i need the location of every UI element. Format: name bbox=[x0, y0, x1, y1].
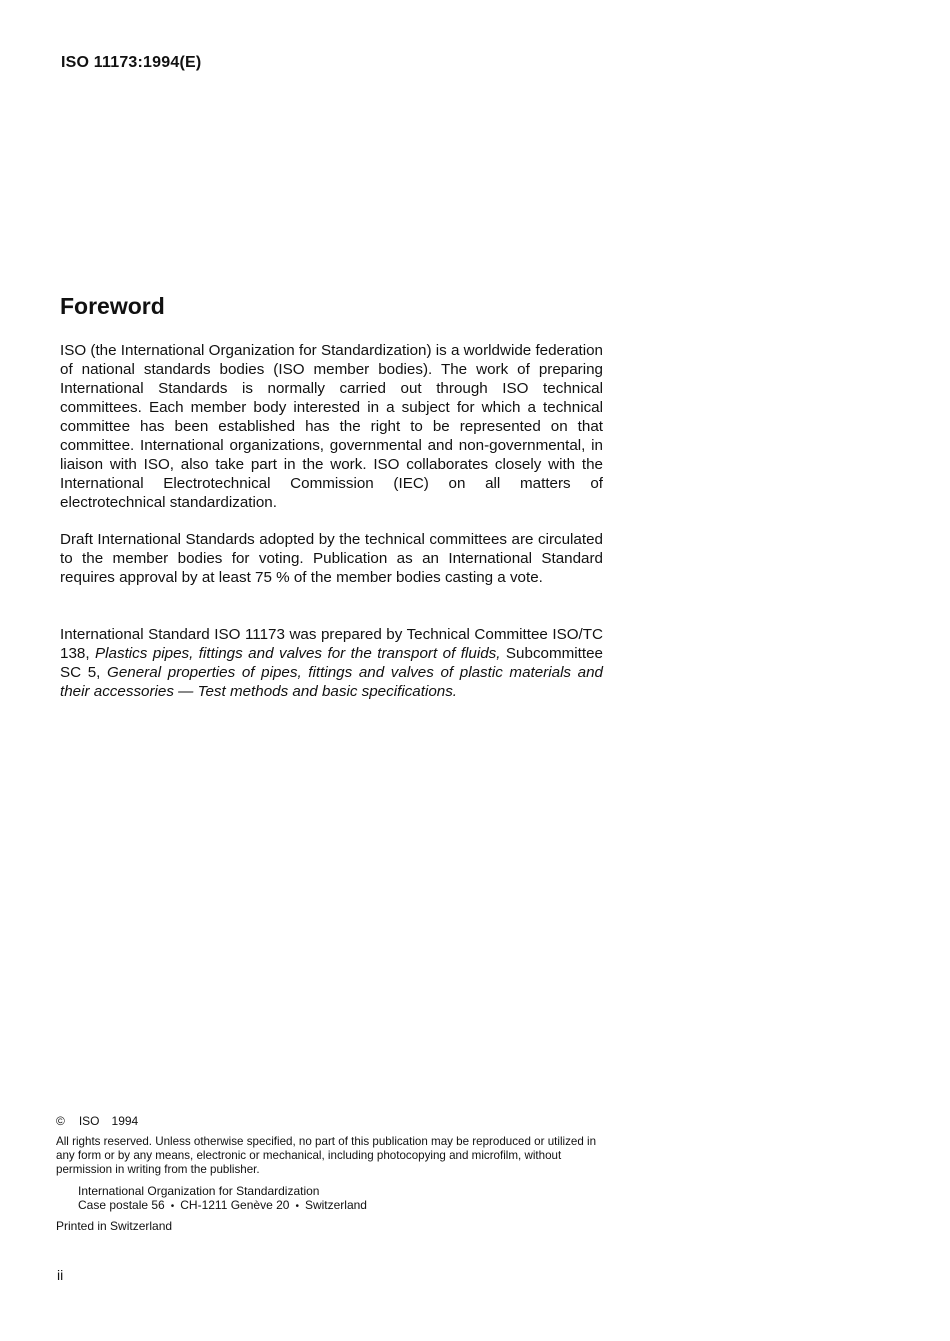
paragraph-3-text-a: International Standard ISO 11173 was prepared by Technical Committee ISO/TC 138, bbox=[60, 626, 603, 662]
address-box: Case postale 56 bbox=[78, 1198, 165, 1212]
subcommittee-title: General properties of pipes, fittings and valves of plastic materials and their accessories — Test methods and basic specifications. bbox=[60, 664, 603, 700]
copyright-year: 1994 bbox=[111, 1114, 139, 1128]
foreword-paragraph-3 bbox=[60, 625, 603, 701]
copyright-notice bbox=[56, 1114, 138, 1128]
page-number: ii bbox=[57, 1267, 64, 1283]
foreword-paragraph-2: Draft International Standards adopted by the technical committees are circulated to the member bodies for voting. Publication as an International Standard requires approval by at least 75 % of the member bodies casting a vote. bbox=[60, 531, 603, 586]
address-country: Switzerland bbox=[304, 1198, 367, 1212]
rights-statement: All rights reserved. Unless otherwise specified, no part of this publication may be reproduced or utilized in any form or by any means, electronic or mechanical, including photocopying and microfilm, without permission in writing from the publisher. bbox=[56, 1135, 597, 1176]
address-city: CH-1211 Genève 20 bbox=[180, 1198, 290, 1212]
address-organization: International Organization for Standardization bbox=[78, 1184, 320, 1198]
copyright-org: ISO bbox=[78, 1114, 100, 1128]
printed-in: Printed in Switzerland bbox=[56, 1219, 173, 1233]
address-line bbox=[78, 1198, 367, 1214]
publisher-address bbox=[78, 1184, 367, 1214]
copyright-icon: © bbox=[56, 1114, 65, 1128]
bullet-icon: • bbox=[170, 1201, 175, 1212]
paragraph-3-text-b: Subcommittee SC 5, bbox=[60, 645, 603, 681]
document-id-header: ISO 11173:1994(E) bbox=[61, 54, 202, 71]
foreword-heading: Foreword bbox=[60, 293, 165, 319]
foreword-paragraph-1: ISO (the International Organization for Standardization) is a worldwide federation of national standards bodies (ISO member bodies). The work of preparing International Standards is normally carried out through ISO technical committees. Each member body interested in a subject for which a technical committee has been established has the right to be represented on that committee. International organizations, governmental and non-governmental, in liaison with ISO, also take part in the work. ISO collaborates closely with the International Electrotechnical Commission (IEC) on all matters of electrotechnical standardization. bbox=[60, 342, 603, 511]
committee-title: Plastics pipes, fittings and valves for the transport of fluids, bbox=[95, 645, 501, 662]
bullet-icon: • bbox=[295, 1201, 299, 1212]
